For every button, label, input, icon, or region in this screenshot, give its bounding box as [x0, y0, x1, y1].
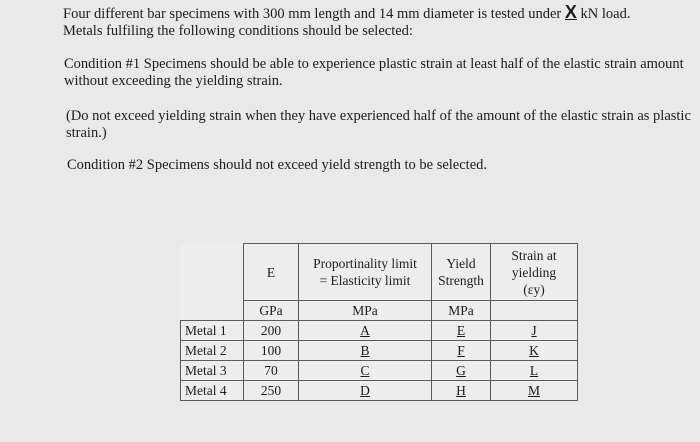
metal-yield-variable: F: [432, 341, 491, 361]
metal-yield-variable: E: [432, 321, 491, 341]
header-prop-line1: Proportinality limit: [313, 256, 417, 271]
unit-e: GPa: [244, 301, 299, 321]
metal-name: Metal 4: [181, 381, 244, 401]
header-proportionality-limit: [299, 244, 432, 301]
metal-e-value: 250: [244, 381, 299, 401]
table-units-row: [181, 301, 578, 321]
intro-line-2: Metals fulfiling the following conditions should be selected:: [63, 23, 413, 39]
header-prop-line2: = Elasticity limit: [319, 273, 411, 288]
metal-e-value: 100: [244, 341, 299, 361]
metal-strain-variable: J: [491, 321, 578, 341]
condition-1-note: (Do not exceed yielding strain when they have experienced half of the amount of the elastic strain as plastic strain.): [66, 108, 691, 141]
header-yield-strength: [432, 244, 491, 301]
metal-strain-variable: M: [491, 381, 578, 401]
metal-strain-variable: L: [491, 361, 578, 381]
metal-prop-variable: C: [299, 361, 432, 381]
metal-name: Metal 3: [181, 361, 244, 381]
metal-yield-variable: G: [432, 361, 491, 381]
unit-yield: MPa: [432, 301, 491, 321]
condition-2-text: Condition #2 Specimens should not exceed yield strength to be selected.: [67, 157, 488, 173]
condition-1-text: Condition #1 Specimens should be able to experience plastic strain at least half of the elastic strain amount without exceeding the yielding strain.: [64, 56, 684, 89]
table-row: [181, 341, 578, 361]
metal-yield-variable: H: [432, 381, 491, 401]
unit-prop: MPa: [299, 301, 432, 321]
header-strain-line3: (εy): [523, 281, 545, 297]
metal-prop-variable: D: [299, 381, 432, 401]
header-strain-line2: yielding: [511, 264, 557, 280]
table-row: [181, 321, 578, 341]
problem-intro: [63, 4, 693, 40]
units-blank: [181, 301, 244, 321]
metal-strain-variable: K: [491, 341, 578, 361]
table-row: [181, 361, 578, 381]
header-strain-at-yielding: [491, 244, 578, 301]
header-strain-line1: Strain at: [511, 247, 557, 263]
intro-text: Four different bar specimens with 300 mm length and 14 mm diameter is tested under: [63, 6, 562, 22]
load-variable-x: X: [564, 2, 577, 22]
unit-strain: [491, 301, 578, 321]
intro-load-unit: kN load.: [580, 6, 631, 22]
metal-e-value: 200: [244, 321, 299, 341]
metal-prop-variable: A: [299, 321, 432, 341]
metal-e-value: 70: [244, 361, 299, 381]
materials-table: [180, 243, 578, 401]
metal-prop-variable: B: [299, 341, 432, 361]
header-e: E: [244, 244, 299, 301]
metal-name: Metal 2: [181, 341, 244, 361]
header-yield-line1: Yield: [446, 256, 476, 271]
header-blank: [181, 244, 244, 301]
metal-name: Metal 1: [181, 321, 244, 341]
table-row: [181, 381, 578, 401]
materials-table-wrap: [180, 243, 578, 401]
header-yield-line2: Strength: [438, 273, 484, 288]
table-header-row: [181, 244, 578, 301]
